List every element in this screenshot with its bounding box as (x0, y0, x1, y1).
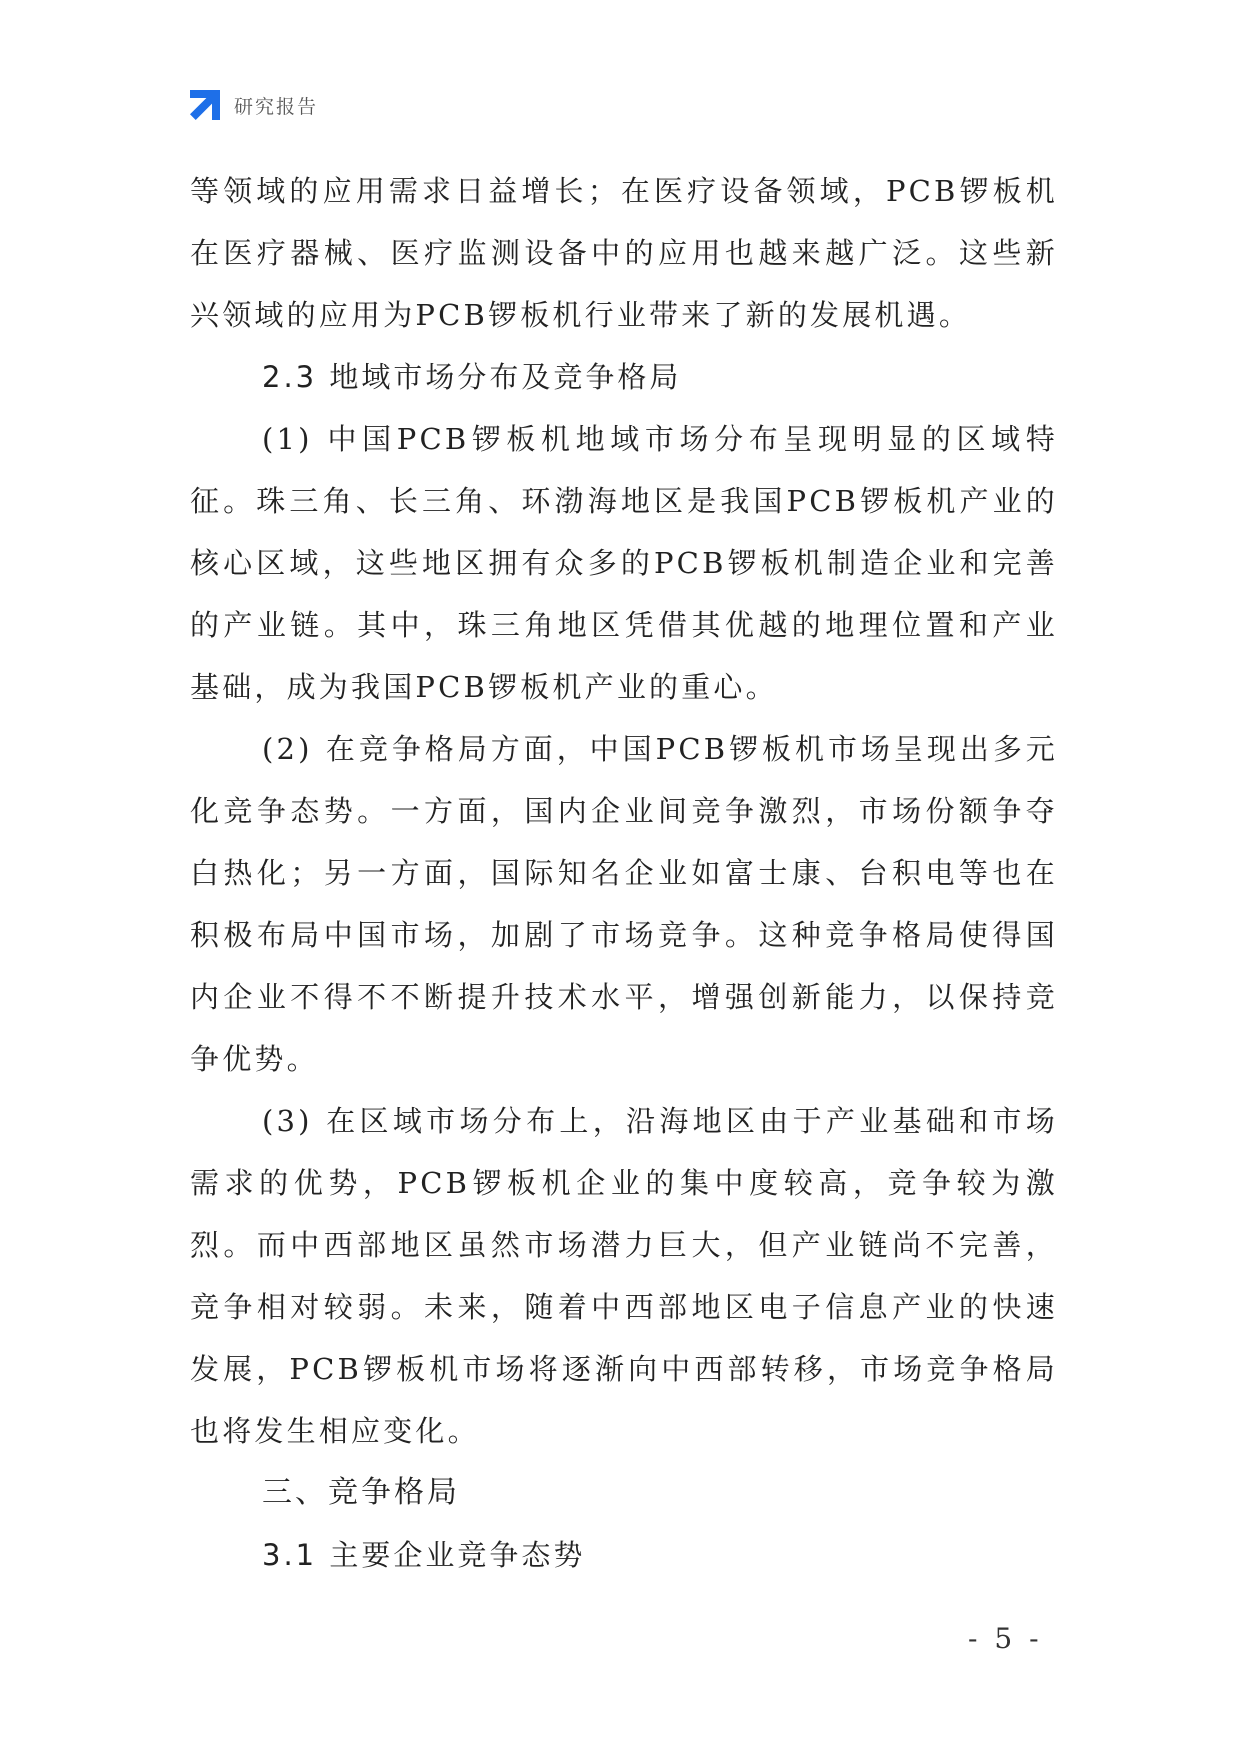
report-header (188, 88, 318, 122)
chapter-heading-3: 三、竞争格局 (262, 1475, 460, 1510)
section-heading-3-1: 3.1 主要企业竞争态势 (262, 1538, 586, 1572)
page-number: - 5 - (968, 1622, 1043, 1655)
paragraph-continued: 等领域的应用需求日益增长；在医疗设备领域，PCB锣板机在医疗器械、医疗监测设备中的应用也越来越广泛。这些新兴领域的应用为PCB锣板机行业带来了新的发展机遇。 (190, 174, 1058, 332)
paragraph-regional-market: (3) 在区域市场分布上，沿海地区由于产业基础和市场需求的优势，PCB锣板机企业的集中度较高，竞争较为激烈。而中西部地区虽然市场潜力巨大，但产业链尚不完善，竞争相对较弱。未来，随着中西部地区电子信息产业的快速发展，PCB锣板机市场将逐渐向中西部转移，市场竞争格局也将发生相应变化。 (190, 1104, 1058, 1448)
paragraph-regional-distribution: (1) 中国PCB锣板机地域市场分布呈现明显的区域特征。珠三角、长三角、环渤海地区是我国PCB锣板机产业的核心区域，这些地区拥有众多的PCB锣板机制造企业和完善的产业链。其中，珠三角地区凭借其优越的地理位置和产业基础，成为我国PCB锣板机产业的重心。 (190, 422, 1058, 704)
section-heading-2-3: 2.3 地域市场分布及竞争格局 (262, 360, 682, 394)
paragraph-competition-pattern: (2) 在竞争格局方面，中国PCB锣板机市场呈现出多元化竞争态势。一方面，国内企业间竞争激烈，市场份额争夺白热化；另一方面，国际知名企业如富士康、台积电等也在积极布局中国市场，加剧了市场竞争。这种竞争格局使得国内企业不得不不断提升技术水平，增强创新能力，以保持竞争优势。 (190, 732, 1058, 1076)
arrow-up-right-icon (188, 88, 222, 122)
document-body (190, 160, 1058, 1586)
header-title: 研究报告 (234, 95, 319, 118)
